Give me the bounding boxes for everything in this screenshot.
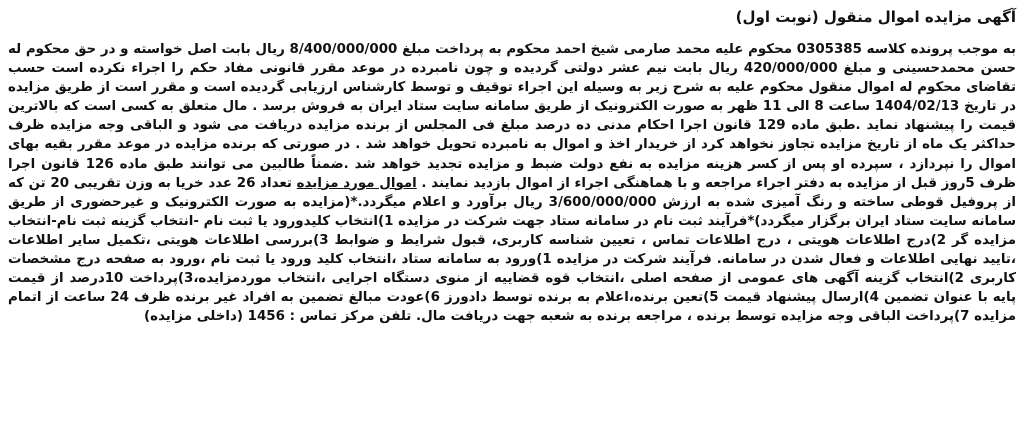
auction-items-heading: اموال مورد مزایده [296, 175, 417, 191]
notice-body-part2: تعداد 26 عدد خریا به وزن تقریبی 20 تن که از پروفیل قوطی ساخته و رنگ آمیزی شده به ارزش 3/600/000/000 ریال برآورد و اعلام میگردد.*(مزایده به صورت الکترونیک و غیرحضوری از طریق سامانه سایت ستاد ایران برگزار میگردد)*فرآیند ثبت نام در سامانه ستاد جهت شرکت در مزایده 1)انتخاب کلیدورود یا ثبت نام -انتخاب گزینه ثبت نام-انتخاب مزایده گر 2)درج اطلاعات هویتی ، درج اطلاعات تماس ، تعیین شناسه کاربری، قبول شرایط و ضوابط 3)بررسی اطلاعات هویتی ،تکمیل سایر اطلاعات ،تایید نهایی اطلاعات و فعال شدن در سامانه. فرآیند شرکت در مزایده 1)ورود به سامانه ستاد ،انتخاب کلید ورود یا ثبت نام ،ورود به صفحه درج مشخصات کاربری 2)انتخاب گزینه آگهی های عمومی از صفحه اصلی ،انتخاب قوه قضاییه از منوی دستگاه اجرایی ،انتخاب موردمزایده،3)پرداخت 10درصد از قیمت پایه با عنوان تضمین 4)ارسال پیشنهاد قیمت 5)تعین برنده،اعلام به برنده توسط دادورز 6)عودت مبالغ تضمین به افراد غیر برنده ظرف 24 ساعت از اتمام مزایده 7)پرداخت الباقی وجه مزایده توسط برنده ، مراجعه برنده به شعبه جهت دریافت مال. تلفن مرکز تماس : 1456 (داخلی مزایده) [8, 175, 1017, 325]
notice-body-part1: به موجب پرونده کلاسه 0305385 محکوم علیه محمد صارمی شیخ احمد محکوم به پرداخت مبلغ 8/400/000/000 ریال بابت اصل خواسته و در حق محکوم له حسن محمدحسینی و مبلغ 420/000/000 ریال بابت نیم عشر دولتی گردیده و چون نامبرده در موعد مقرر قانونی مفاد حکم را اجراء نکرده است حسب تقاضای محکوم له اموال منقول محکوم علیه به شرح زیر به وسیله این اجراء توقیف و توسط کارشناس ارزیابی گردیده است و مقرر است از طریق مزایده در تاریخ 1404/02/13 ساعت 8 الی 11 ظهر به صورت الکترونیک از طریق سامانه سایت ستاد ایران به فروش برسد . مال متعلق به کسی است که بالاترین قیمت را پیشنهاد نماید .طبق ماده 129 قانون اجرا احکام مدنی ده درصد مبلغ فی المجلس از برنده مزایده دریافت می شود و الباقی وجه مزایده ظرف حداکثر یک ماه از تاریخ مزایده تجاوز نخواهد کرد از خریدار اخذ و اموال به نامبرده تحویل خواهد شد . در صورتی که برنده مزایده در موعد مقرر بقیه بهای اموال را نپردازد ، سپرده او پس از کسر هزینه مزایده به نفع دولت ضبط و مزایده تجدید خواهد شد .ضمناً طالبین می توانند طبق ماده 126 قانون اجرا ظرف 5روز قبل از مزایده به دفتر اجراء مراجعه و با هماهنگی اجراء از اموال بازدید نمایند . [8, 42, 1017, 191]
notice-title: آگهی مزایده اموال منقول (نوبت اول) [735, 8, 1016, 26]
notice-body [8, 40, 1016, 326]
